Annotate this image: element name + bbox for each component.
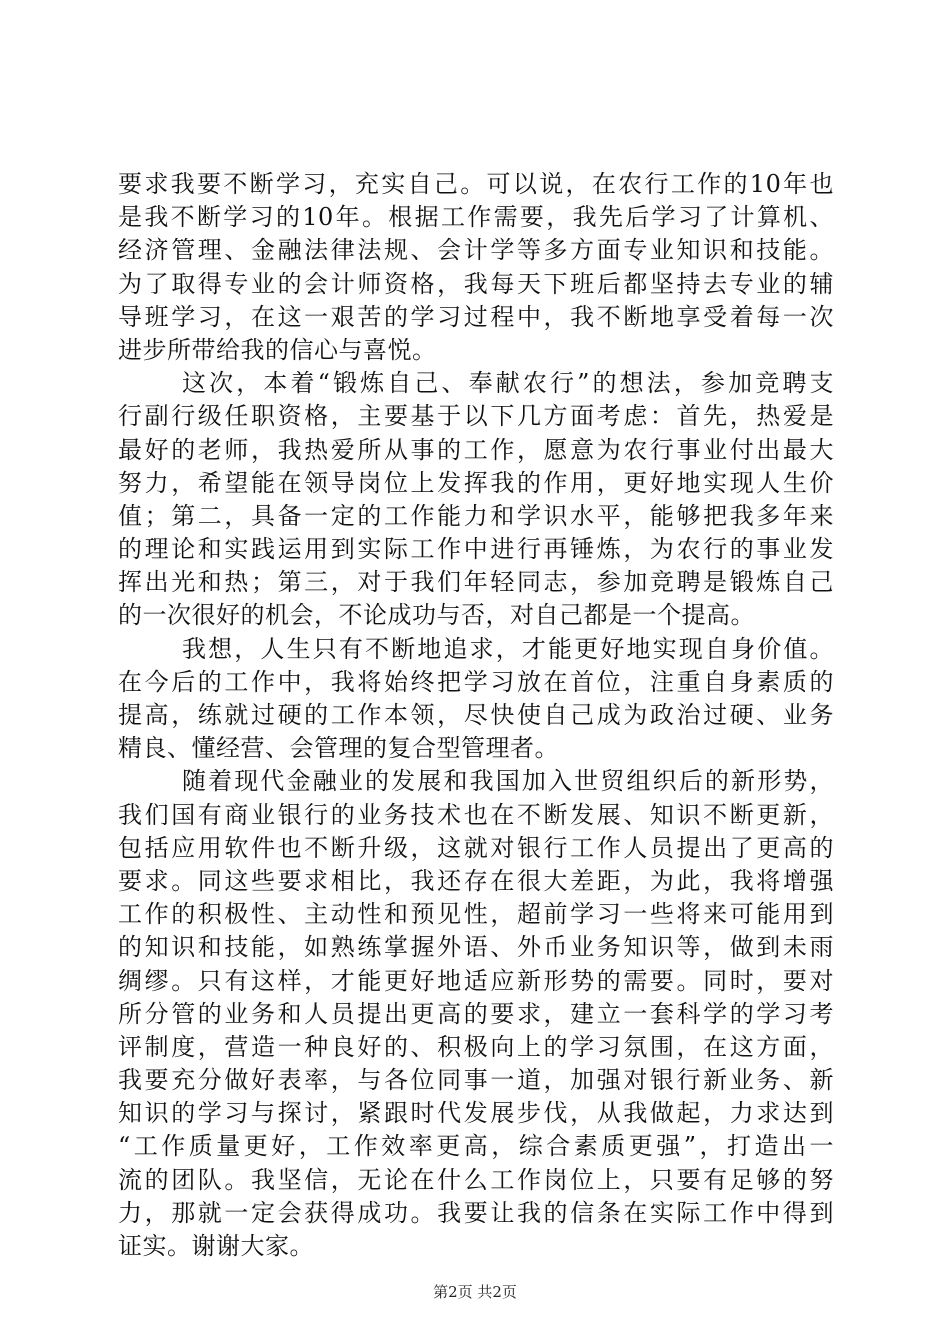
text-line: 绸缪。只有这样，才能更好地适应新形势的需要。同时，要对 [118,966,834,995]
page-footer [0,1282,950,1302]
document-body [118,168,834,1263]
paragraph-4 [118,765,834,1263]
text-line: 进步所带给我的信心与喜悦。 [118,335,437,364]
text-line: 所分管的业务和人员提出更高的要求，建立一套科学的学习考 [118,999,834,1028]
paragraph-1 [118,168,834,367]
text-line: 挥出光和热；第三，对于我们年轻同志，参加竞聘是锻炼自己 [118,568,834,597]
paragraph-2 [118,367,834,633]
paragraph-3 [118,633,834,766]
text-line: 知识的学习与探讨，紧跟时代发展步伐，从我做起，力求达到 [118,1099,834,1128]
text-line: 流的团队。我坚信，无论在什么工作岗位上，只要有足够的努 [118,1165,834,1194]
text-line: 我要充分做好表率，与各位同事一道，加强对银行新业务、新 [118,1066,834,1095]
text-line: 提高，练就过硬的工作本领，尽快使自己成为政治过硬、业务 [118,701,834,729]
text-line: 的理论和实践运用到实际工作中进行再锤炼，为农行的事业发 [118,535,834,564]
text-line: 工作的积极性、主动性和预见性，超前学习一些将来可能用到 [118,900,834,929]
page-number-label: 第2页 共2页 [433,1283,517,1301]
text-line: 努力，希望能在领导岗位上发挥我的作用，更好地实现人生价 [118,468,834,497]
text-line: 精良、懂经营、会管理的复合型管理者。 [118,734,559,763]
text-line: 随着现代金融业的发展和我国加入世贸组织后的新形势， [182,767,834,796]
text-line: 要求我要不断学习，充实自己。可以说，在农行工作的10年也 [118,170,834,198]
text-line: 这次，本着“锻炼自己、奉献农行”的想法，参加竞聘支 [182,369,834,398]
text-line: 包括应用软件也不断升级，这就对银行工作人员提出了更高的 [118,833,834,862]
text-line: 我们国有商业银行的业务技术也在不断发展、知识不断更新， [118,800,834,829]
text-line: 是我不断学习的10年。根据工作需要，我先后学习了计算机、 [118,203,834,232]
text-line: 行副行级任职资格，主要基于以下几方面考虑：首先，热爱是 [118,402,834,431]
text-line: 评制度，营造一种良好的、积极向上的学习氛围，在这方面， [118,1032,834,1061]
text-line: 的一次很好的机会，不论成功与否，对自己都是一个提高。 [118,601,755,630]
text-line: “工作质量更好，工作效率更高，综合素质更强”，打造出一 [118,1132,834,1161]
text-line: 为了取得专业的会计师资格，我每天下班后都坚持去专业的辅 [118,269,834,298]
text-line: 值；第二，具备一定的工作能力和学识水平，能够把我多年来 [118,501,834,530]
text-line: 力，那就一定会获得成功。我要让我的信条在实际工作中得到 [118,1198,834,1227]
text-line: 经济管理、金融法律法规、会计学等多方面专业知识和技能。 [118,236,834,265]
text-line: 导班学习，在这一艰苦的学习过程中，我不断地享受着每一次 [118,302,834,331]
text-line: 我想，人生只有不断地追求，才能更好地实现自身价值。 [182,634,834,663]
text-line: 的知识和技能，如熟练掌握外语、外币业务知识等，做到未雨 [118,933,834,962]
text-line: 最好的老师，我热爱所从事的工作，愿意为农行事业付出最大 [118,435,834,464]
text-line: 要求。同这些要求相比，我还存在很大差距，为此，我将增强 [118,866,834,895]
text-line: 证实。谢谢大家。 [118,1232,314,1260]
text-line: 在今后的工作中，我将始终把学习放在首位，注重自身素质的 [118,667,834,696]
